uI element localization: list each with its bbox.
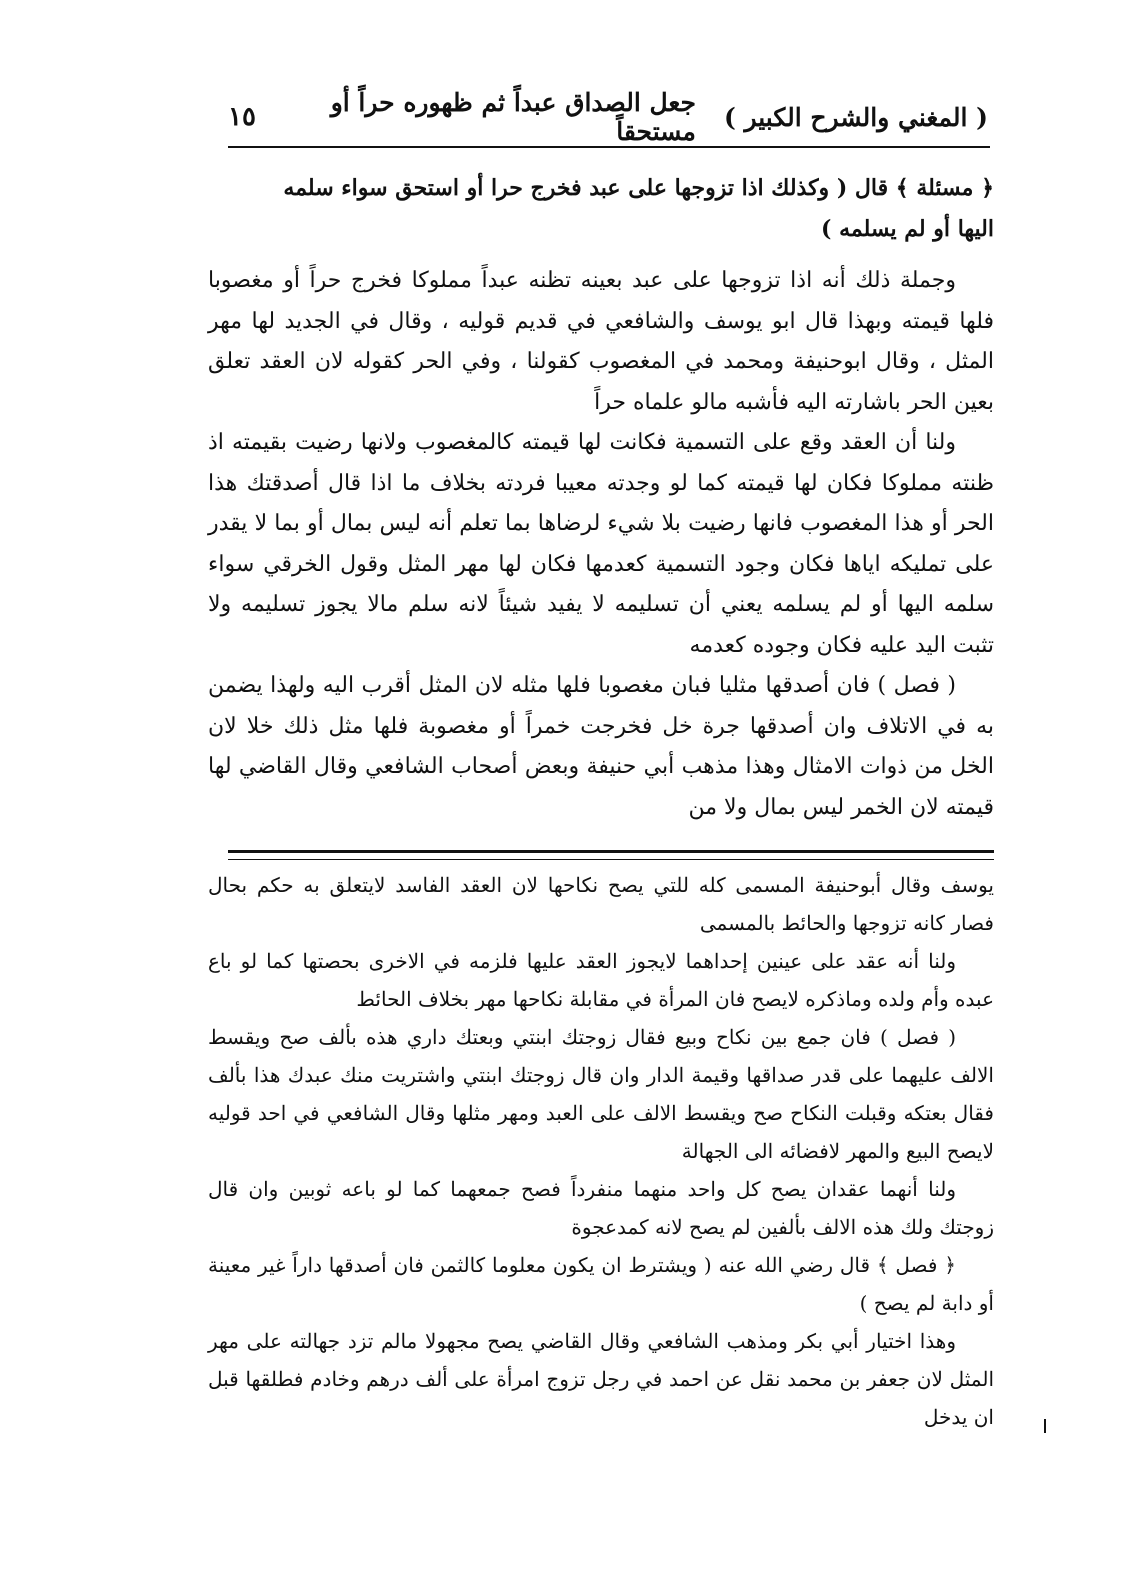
running-header (228, 88, 988, 146)
paragraph-2: ولنا أن العقد وقع على التسمية فكانت لها قيمته كالمغصوب ولانها رضيت بقيمته اذ ظنته مملوكا فكان لها قيمته كما لو وجدته معيبا فردته بخلاف ما اذا قال أصدقتك هذا الحر أو هذا المغصوب فانها رضيت بلا شيء لرضاها بما تعلم أنه ليس بمال أو بما لا يقدر على تمليكه اياها فكان وجود التسمية كعدمها فكان لها مهر المثل وقول الخرقي سواء سلمه اليها أو لم يسلمه يعني أن تسليمه لا يفيد شيئاً لانه سلم مالا يجوز تسليمه ولا تثبت اليد عليه فكان وجوده كعدمه (208, 430, 994, 658)
commentary-paragraph-4: ولنا أنهما عقدان يصح كل واحد منهما منفرداً فصح جمعهما كما لو باعه ثوبين وان قال زوجتك ولك هذه الالف بألفين لم يصح لانه كمدعجوة (208, 1177, 994, 1239)
main-text (208, 168, 994, 828)
paragraph-1: وجملة ذلك أنه اذا تزوجها على عبد بعينه تظنه عبداً مملوكا فخرج حراً أو مغصوبا فلها قيمته وبهذا قال ابو يوسف والشافعي في قديم قوليه ، وقال في الجديد لها مهر المثل ، وقال ابوحنيفة ومحمد في المغصوب كقولنا ، وفي الحر كقوله لان العقد تعلق بعين الحر باشارته اليه فأشبه مالو علماه حراً (208, 268, 994, 415)
commentary-paragraph-1: يوسف وقال أبوحنيفة المسمى كله للتي يصح نكاحها لان العقد الفاسد لايتعلق به حكم بحال فصار كانه تزوجها والحائط بالمسمى (208, 873, 994, 935)
masala-heading-cont: اليها أو لم يسلمه ) (821, 215, 994, 242)
book-title: ( المغني والشرح الكبير ) (723, 102, 988, 132)
paragraph-3: ( فصل ) فان أصدقها مثليا فبان مغصوبا فلها مثله لان المثل أقرب اليه ولهذا يضمن به في الاتلاف وان أصدقها جرة خل فخرجت خمراً أو مغصوبة فلها مثل ذلك خلا لان الخل من ذوات الامثال وهذا مذهب أبي حنيفة وبعض أصحاب الشافعي وقال القاضي لها قيمته لان الخمر ليس بمال ولا من (208, 673, 994, 820)
commentary-separator (228, 850, 994, 860)
page-number: ١٥ (228, 102, 256, 132)
section-topic: جعل الصداق عبداً ثم ظهوره حراً أو مستحقاً (330, 88, 696, 146)
commentary-paragraph-6: وهذا اختيار أبي بكر ومذهب الشافعي وقال القاضي يصح مجهولا مالم تزد جهالته على مهر المثل لان جعفر بن محمد نقل عن احمد في رجل تزوج امرأة على ألف درهم وخادم فطلقها قبل ان يدخل (208, 1329, 994, 1429)
header-rule (228, 146, 990, 148)
commentary-paragraph-3: ( فصل ) فان جمع بين نكاح وبيع فقال زوجتك ابنتي وبعتك داري هذه بألف صح ويقسط الالف عليهما على قدر صداقها وقيمة الدار وان قال زوجتك ابنتي واشتريت منك عبدك هذا بألف فقال بعتكه وقبلت النكاح صح ويقسط الالف على العبد ومهر مثلها وقال الشافعي في احد قوليه لايصح البيع والمهر لافضائه الى الجهالة (208, 1025, 994, 1163)
margin-mark (1044, 1419, 1046, 1433)
commentary-paragraph-2: ولنا أنه عقد على عينين إحداهما لايجوز العقد عليها فلزمه في الاخرى بحصتها كما لو باع عبده وأم ولده وماذكره لايصح فان المرأة في مقابلة نكاحها مهر بخلاف الحائط (208, 949, 994, 1011)
commentary-paragraph-5: ﴿ فصل ﴾ قال رضي الله عنه ( ويشترط ان يكون معلوما كالثمن فان أصدقها داراً غير معينة أو دابة لم يصح ) (208, 1253, 994, 1315)
commentary-text (208, 866, 994, 1436)
masala-heading: ﴿ مسئلة ﴾ قال ( وكذلك اذا تزوجها على عبد فخرج حرا أو استحق سواء سلمه (283, 175, 994, 201)
